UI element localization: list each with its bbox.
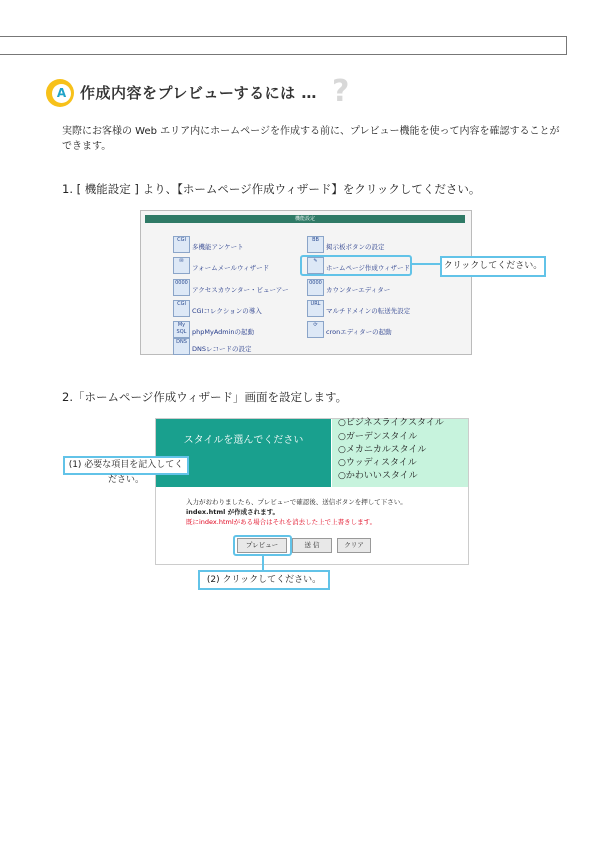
panel-item-label: カウンターエディター <box>326 286 391 294</box>
section-badge-letter: A <box>52 84 71 103</box>
panel-item-label: cronエディターの起動 <box>326 328 392 336</box>
style-option-woody[interactable]: ○ウッディスタイル <box>338 458 417 468</box>
panel-item-label: phpMyAdminの起動 <box>192 328 255 336</box>
panel-item-icon: CGI <box>173 300 190 317</box>
panel-item-icon: 0000 <box>307 279 324 296</box>
form-message-2: index.html が作成されます。 <box>186 508 280 516</box>
panel-item-label: フォームメールウィザード <box>192 264 270 272</box>
step-1-text: 1. [ 機能設定 ] より、【ホームページ作成ウィザード】をクリックしてください。 <box>62 182 481 196</box>
callout-connector <box>262 554 264 570</box>
panel-item-icon: ✎ <box>307 257 324 274</box>
panel-item-label: マルチドメインの転送先設定 <box>326 307 411 315</box>
header-bar <box>0 36 567 55</box>
question-mark-icon: ? <box>332 74 350 109</box>
settings-panel <box>140 210 472 355</box>
style-options-cell <box>332 419 468 487</box>
panel-item-icon: CGI <box>173 236 190 253</box>
callout-fill-items: (1) 必要な項目を記入してください。 <box>63 456 189 475</box>
panel-item-icon: ✉ <box>173 257 190 274</box>
clear-button[interactable]: クリア <box>337 538 371 553</box>
section-title: 作成内容をプレビューするには … <box>80 84 317 102</box>
callout-click-wizard: クリックしてください。 <box>440 256 546 277</box>
panel-item-icon: URL <box>307 300 324 317</box>
highlight-preview-button <box>233 535 292 556</box>
style-option-cute[interactable]: ○かわいいスタイル <box>338 471 418 481</box>
panel-item-label: CGIコレクションの導入 <box>192 307 262 315</box>
form-message-3: 既にindex.htmlがある場合はそれを消去した上で上書きします。 <box>186 518 377 526</box>
panel-item-label: アクセスカウンター・ビューアー <box>192 286 289 294</box>
panel-item-label: DNSレコードの設定 <box>192 345 252 353</box>
highlight-wizard-item <box>300 255 412 276</box>
panel-item-icon: ⟳ <box>307 321 324 338</box>
style-label: スタイルを選んでください <box>183 435 304 446</box>
intro-text: 実際にお客様の Web エリア内にホームページを作成する前に、プレビュー機能を使って内容を確認することができます。 <box>62 126 560 152</box>
style-option-garden[interactable]: ○ガーデンスタイル <box>338 432 418 442</box>
callout-click-preview: (2) クリックしてください。 <box>198 570 330 590</box>
panel-item-label: 掲示板ボタンの設定 <box>326 243 385 251</box>
callout-connector <box>410 263 440 265</box>
panel-item-icon: DNS <box>173 338 190 355</box>
panel-item-label: ホームページ作成ウィザード <box>326 264 410 272</box>
form-message-1: 入力がおわりましたら、プレビューで確認後、送信ボタンを押して下さい。 <box>186 498 407 506</box>
panel-header: 機能設定 <box>145 215 465 223</box>
step-2-text: 2.「ホームページ作成ウィザード」画面を設定します。 <box>62 390 348 404</box>
style-option-business[interactable]: ○ビジネスライクスタイル <box>338 418 444 428</box>
panel-item-label: 多機能アンケート <box>192 243 244 251</box>
send-button[interactable]: 送 信 <box>292 538 332 553</box>
panel-item-icon: My SQL <box>173 321 190 338</box>
style-label-cell <box>156 419 331 487</box>
panel-item-icon: 0000 <box>173 279 190 296</box>
panel-item-icon: BB <box>307 236 324 253</box>
style-option-mechanical[interactable]: ○メカニカルスタイル <box>338 445 427 455</box>
preview-button[interactable]: プレビュー <box>237 538 287 553</box>
